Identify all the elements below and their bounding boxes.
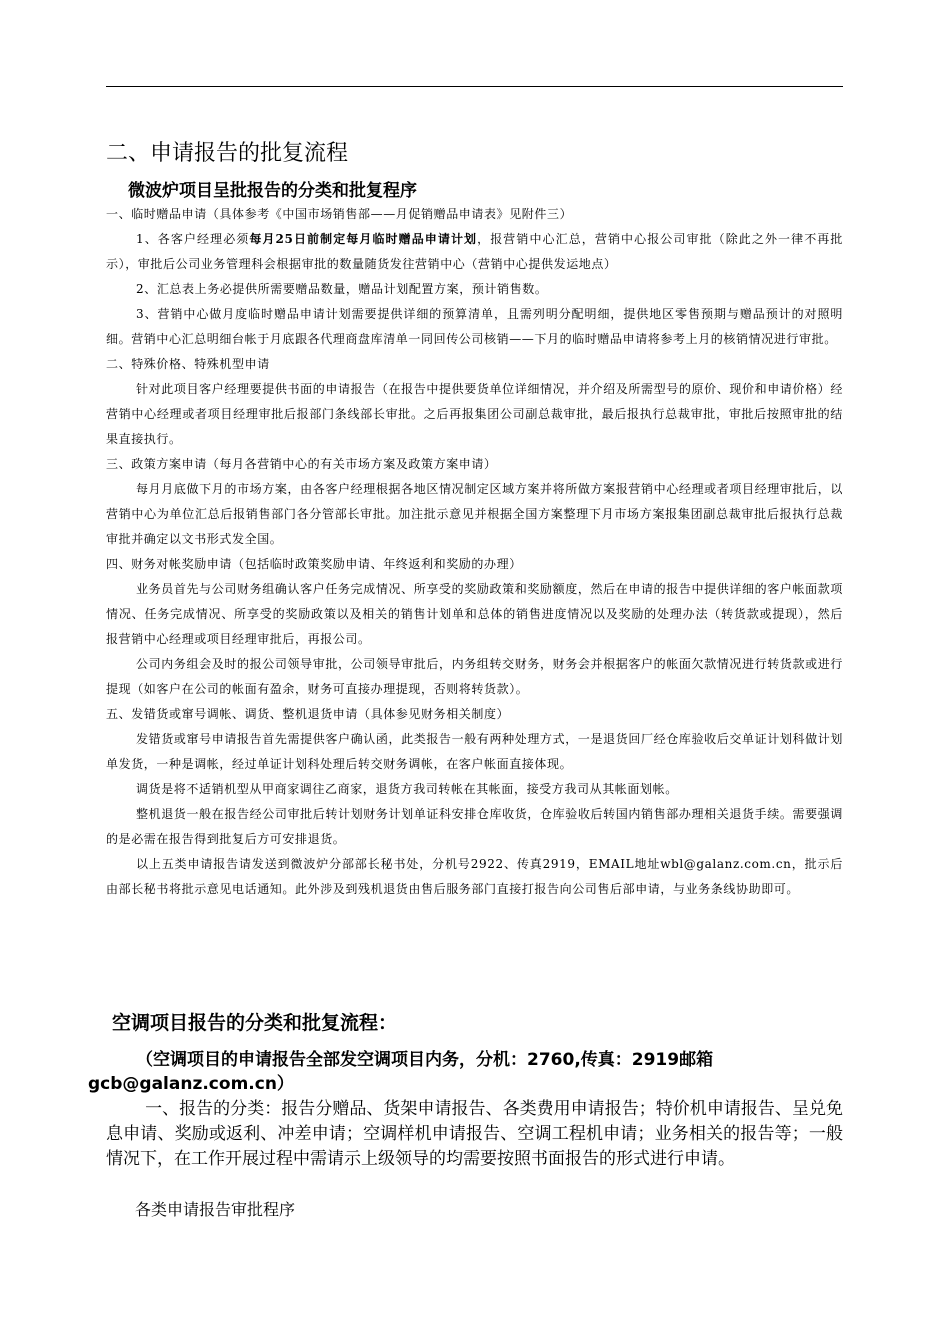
aircon-title: 空调项目报告的分类和批复流程： bbox=[112, 1012, 398, 1034]
s1-p1-post: ，报营销中心汇总，营销中心报公司审批（除此之外一律不再批示），审批后公司业务管理科会根据审批的数量随货发往营销中心（营销中心提供发运地点） bbox=[106, 232, 843, 271]
s1-p1-bold: 每月25日前制定每月临时赠品申请计划 bbox=[249, 232, 478, 246]
microwave-title: 微波炉项目呈批报告的分类和批复程序 bbox=[128, 181, 417, 201]
s3-heading: 三、政策方案申请（每月各营销中心的有关市场方案及政策方案申请） bbox=[106, 457, 497, 471]
section-title: 二、申请报告的批复流程 bbox=[106, 141, 349, 166]
s2-heading: 二、特殊价格、特殊机型申请 bbox=[106, 357, 270, 371]
s5-paragraph-3: 整机退货一般在报告经公司审批后转计划财务计划单证科安排仓库收货，仓库验收后转国内销售部办理相关退货手续。需要强调的是必需在报告得到批复后方可安排退货。 bbox=[106, 807, 843, 846]
s2-paragraph-1: 针对此项目客户经理要提供书面的申请报告（在报告中提供要货单位详细情况，并介绍及所需型号的原价、现价和申请价格）经营销中心经理或者项目经理审批后报部门条线部长审批。之后再报集团公司副总裁审批，最后报执行总裁审批，审批后按照审批的结果直接执行。 bbox=[106, 382, 843, 446]
s5-paragraph-2: 调货是将不适销机型从甲商家调往乙商家，退货方我司转帐在其帐面，接受方我司从其帐面划帐。 bbox=[136, 782, 678, 796]
aircon-subheading: 各类申请报告审批程序 bbox=[135, 1200, 296, 1219]
s4-paragraph-2: 公司内务组会及时的报公司领导审批，公司领导审批后，内务组转交财务，财务会并根据客户的帐面欠款情况进行转货款或进行提现（如客户在公司的帐面有盈余，财务可直接办理提现，否则将转货款）。 bbox=[106, 657, 843, 696]
closing-paragraph: 以上五类申请报告请发送到微波炉分部部长秘书处，分机号2922、传真2919，EMAIL地址wbl@galanz.com.cn，批示后由部长秘书将批示意见电话通知。此外涉及到残机退货由售后服务部门直接打报告向公司售后部申请，与业务条线协助即可。 bbox=[106, 857, 843, 896]
header-rule bbox=[106, 86, 843, 87]
s1-paragraph-1 bbox=[106, 227, 843, 277]
microwave-body bbox=[106, 202, 843, 902]
s4-heading: 四、财务对帐奖励申请（包括临时政策奖励申请、年终返利和奖励的办理） bbox=[106, 557, 522, 571]
s1-paragraph-2: 2、汇总表上务必提供所需要赠品数量，赠品计划配置方案，预计销售数。 bbox=[136, 282, 548, 296]
s5-heading: 五、发错货或窜号调帐、调货、整机退货申请（具体参见财务相关制度） bbox=[106, 707, 510, 721]
s1-heading: 一、临时赠品申请（具体参考《中国市场销售部——月促销赠品申请表》见附件三） bbox=[106, 207, 573, 221]
s5-paragraph-1: 发错货或窜号申请报告首先需提供客户确认函，此类报告一般有两种处理方式，一是退货回厂经仓库验收后交单证计划科做计划单发货，一种是调帐，经过单证计划科处理后转交财务调帐，在客户帐面直接体现。 bbox=[106, 732, 843, 771]
aircon-paragraph-1: 一、报告的分类：报告分赠品、货架申请报告、各类费用申请报告；特价机申请报告、呈兑免息申请、奖励或返利、冲差申请；空调样机申请报告、空调工程机申请；业务相关的报告等；一般情况下，在工作开展过程中需请示上级领导的均需要按照书面报告的形式进行申请。 bbox=[106, 1099, 843, 1169]
s3-paragraph-1: 每月月底做下月的市场方案，由各客户经理根据各地区情况制定区域方案并将所做方案报营销中心经理或者项目经理审批后，以营销中心为单位汇总后报销售部门各分管部长审批。加注批示意见并根据全国方案整理下月市场方案报集团副总裁审批后报执行总裁审批并确定以文书形式发全国。 bbox=[106, 482, 843, 546]
s4-paragraph-1: 业务员首先与公司财务组确认客户任务完成情况、所享受的奖励政策和奖励额度，然后在申请的报告中提供详细的客户帐面款项情况、任务完成情况、所享受的奖励政策以及相关的销售计划单和总体的销售进度情况以及奖励的处理办法（转货款或提现），然后报营销中心经理或项目经理审批后，再报公司。 bbox=[106, 582, 843, 646]
s1-paragraph-3: 3、营销中心做月度临时赠品申请计划需要提供详细的预算清单，且需列明分配明细，提供地区零售预期与赠品预计的对照明细。营销中心汇总明细台帐于月底跟各代理商盘库清单一同回传公司核销——下月的临时赠品申请将参考上月的核销情况进行审批。 bbox=[106, 307, 843, 346]
s1-p1-pre: 1、各客户经理必须 bbox=[136, 232, 250, 246]
aircon-contact: （空调项目的申请报告全部发空调项目内务，分机：2760,传真：2919邮箱gcb@galanz.com.cn） bbox=[88, 1050, 714, 1094]
